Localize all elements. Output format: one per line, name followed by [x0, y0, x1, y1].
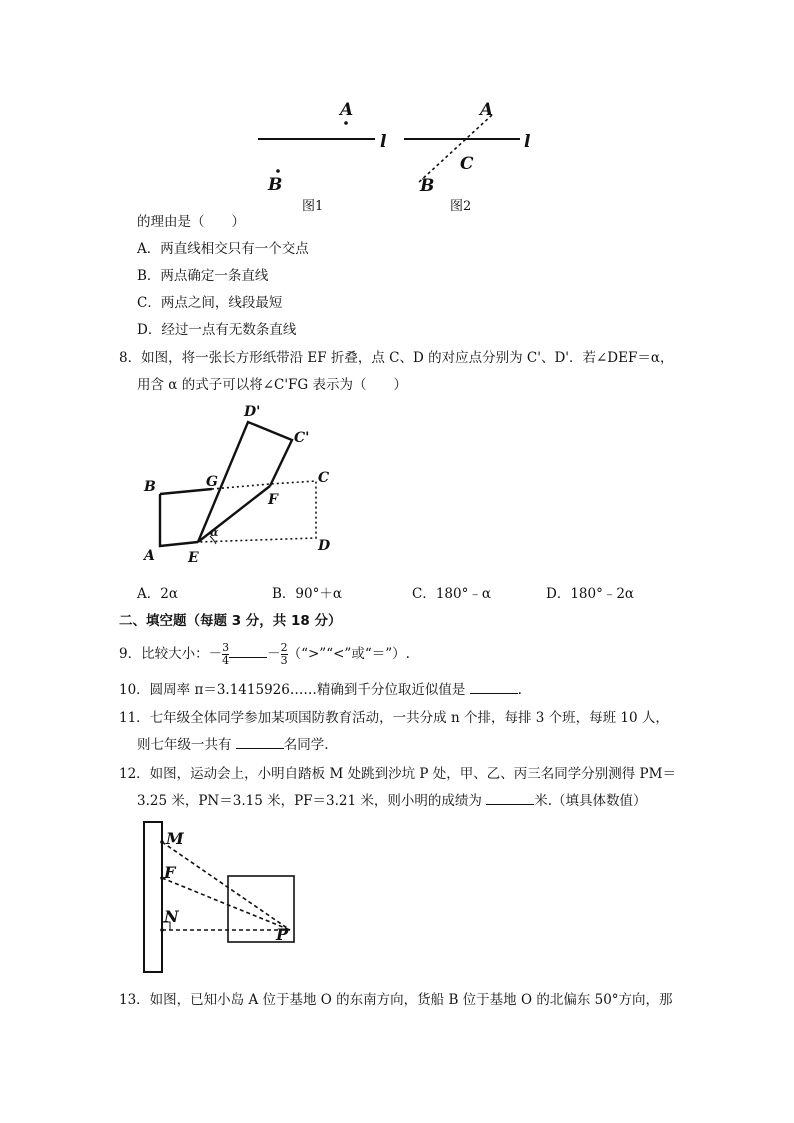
- q8-label-g: G: [206, 474, 218, 490]
- point-c-label: C: [460, 154, 474, 174]
- q8-stem-line1: 8．如图，将一张长方形纸带沿 EF 折叠，点 C、D 的对应点分别为 C'、D'．若∠DEF＝α，: [119, 350, 674, 366]
- q8-label-d-prime: D': [244, 404, 261, 420]
- q9-neg-2: －: [267, 646, 281, 662]
- point-b-label-2: B: [420, 176, 435, 196]
- q11-line2: 则七年级一共有 名同学.: [137, 737, 329, 753]
- q11-answer-blank[interactable]: [236, 736, 284, 749]
- line-l-label-2: l: [524, 132, 531, 152]
- q8-label-alpha: α: [210, 526, 219, 539]
- q12-line1: 12．如图，运动会上，小明自踏板 M 处跳到沙坑 P 处，甲、乙、丙三名同学分别测得 PM＝: [119, 766, 676, 782]
- q12-label-m: M: [166, 829, 184, 848]
- q8-option-c[interactable]: C．180°﹣α: [412, 586, 491, 602]
- q9-fraction-1: $\frac{3}{4}$: [222, 641, 230, 667]
- q7-option-b[interactable]: B．两点确定一条直线: [137, 268, 269, 284]
- q9-line: [119, 636, 410, 672]
- q9-suffix: （“>”“<”或“＝”）.: [287, 646, 410, 662]
- q8-label-f: F: [268, 492, 278, 508]
- q12-label-p: P: [276, 925, 289, 944]
- q11-line1: 11．七年级全体同学参加某项国防教育活动，一共分成 n 个排，每排 3 个班，每班 10 人，: [119, 710, 669, 726]
- q8-label-d: D: [318, 538, 331, 554]
- q8-option-d[interactable]: D．180°﹣2α: [546, 586, 635, 602]
- q8-label-b: B: [144, 479, 156, 495]
- q9-neg-1: －: [208, 646, 223, 662]
- figure-1-caption: 图1: [302, 199, 324, 214]
- q10-text: 10．圆周率 π＝3.1415926……精确到千分位取近似值是: [119, 682, 466, 698]
- q13-line1: 13．如图，已知小岛 A 位于基地 O 的东南方向，货船 B 位于基地 O 的北偏东 50°方向，那: [119, 992, 673, 1008]
- q12-label-f: F: [164, 863, 176, 882]
- q10-line: 10．圆周率 π＝3.1415926……精确到千分位取近似值是 .: [119, 682, 522, 698]
- q12-label-n: N: [164, 907, 179, 926]
- figure-2-caption: 图2: [450, 199, 472, 214]
- q9-prefix: 9．比较大小：: [119, 646, 209, 662]
- q12-answer-blank[interactable]: [486, 792, 534, 805]
- q8-stem-line2: 用含 α 的式子可以将∠C'FG 表示为（ ）: [137, 377, 407, 393]
- q8-label-a: A: [144, 548, 155, 564]
- q8-option-a[interactable]: A．2α: [137, 586, 178, 602]
- point-a-label-2: A: [480, 100, 494, 120]
- q8-label-e: E: [188, 550, 199, 566]
- q8-label-c-prime: C': [294, 430, 310, 446]
- point-b-label: B: [268, 175, 283, 195]
- q10-answer-blank[interactable]: [470, 681, 518, 694]
- figure-1: [250, 95, 400, 220]
- q8-option-b[interactable]: B．90°＋α: [272, 586, 342, 602]
- q8-fold-figure: [140, 398, 350, 570]
- q7-stem-tail: 的理由是（ ）: [137, 214, 245, 230]
- line-l-label: l: [380, 132, 387, 152]
- figure-2: [400, 95, 550, 220]
- q9-answer-blank[interactable]: [229, 645, 267, 658]
- q7-option-d[interactable]: D．经过一点有无数条直线: [137, 322, 297, 338]
- q12-long-jump-figure: [140, 818, 320, 978]
- point-a-label: A: [340, 100, 354, 120]
- section-2-heading: 二、填空题（每题 3 分，共 18 分）: [119, 613, 342, 629]
- q9-fraction-2: $\frac{2}{3}$: [280, 641, 288, 667]
- q12-line2: 3.25 米，PN＝3.15 米，PF＝3.21 米，则小明的成绩为 米.（填具体数值）: [137, 793, 647, 809]
- q7-option-c[interactable]: C．两点之间，线段最短: [137, 295, 283, 311]
- q7-option-a[interactable]: A．两直线相交只有一个交点: [137, 241, 309, 257]
- q8-label-c: C: [318, 470, 330, 486]
